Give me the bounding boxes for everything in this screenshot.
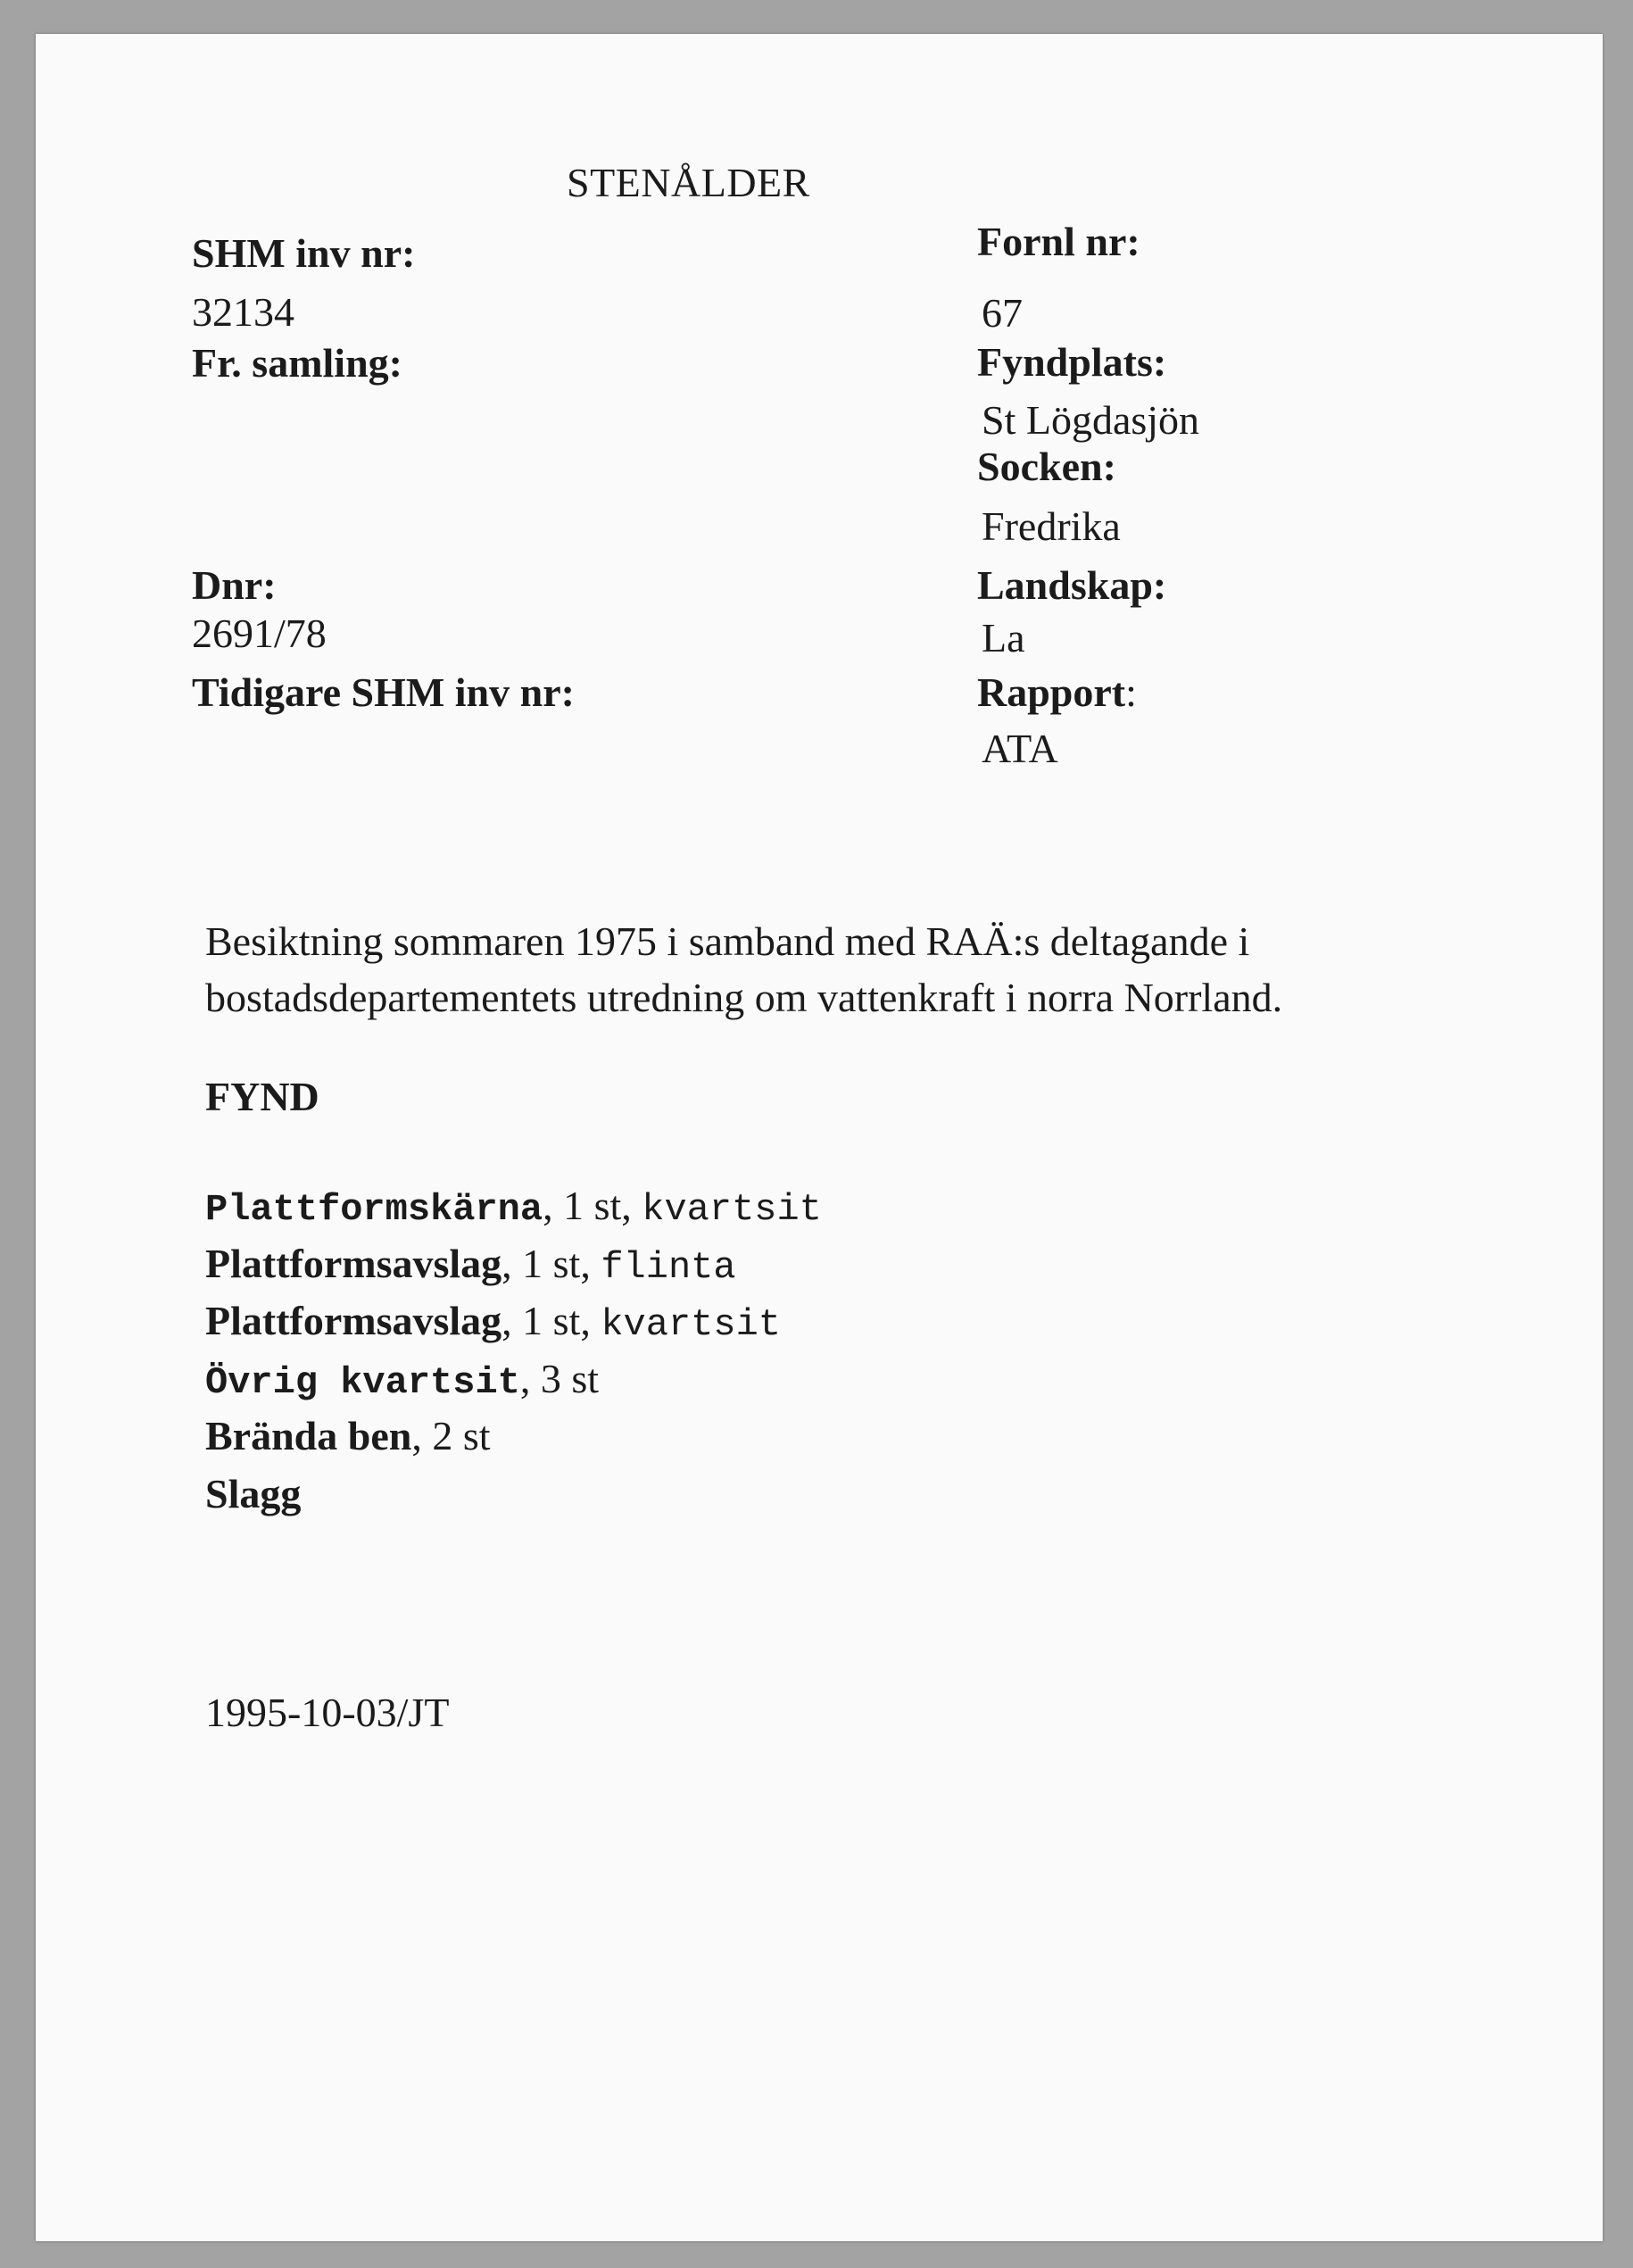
- fornl-label: Fornl nr:: [977, 219, 1140, 264]
- landskap-label: Landskap:: [977, 562, 1167, 608]
- fyndplats-label: Fyndplats:: [977, 339, 1167, 385]
- shm-inv-value: 32134: [192, 289, 294, 335]
- rapport-colon: :: [1125, 669, 1137, 715]
- fynd-heading: FYND: [205, 1074, 319, 1119]
- fynd-item: [205, 1300, 822, 1358]
- fynd-item-name: Slagg: [205, 1470, 302, 1516]
- fynd-item-name: Plattformsavslag: [205, 1240, 502, 1286]
- tidigare-shm-inv-label: Tidigare SHM inv nr:: [192, 669, 575, 715]
- document-page: [36, 34, 1603, 2241]
- fynd-item-count: , 3 st: [519, 1355, 600, 1401]
- rapport-value: ATA: [982, 726, 1058, 771]
- rapport-label: [977, 669, 1137, 715]
- date-signature: 1995-10-03/JT: [205, 1690, 450, 1735]
- fynd-item-material: kvartsit: [642, 1188, 822, 1231]
- shm-inv-label: SHM inv nr:: [192, 230, 416, 276]
- fynd-item-name: Plattformskärna: [205, 1188, 543, 1231]
- fynd-item: [205, 1185, 822, 1243]
- rapport-label-text: Rapport: [977, 669, 1126, 715]
- description-paragraph: [205, 913, 1455, 1026]
- fynd-item-name: Plattformsavslag: [205, 1298, 502, 1343]
- page-title: STENÅLDER: [567, 160, 810, 205]
- socken-label: Socken:: [977, 444, 1116, 489]
- fynd-item-count: , 1 st,: [502, 1298, 601, 1343]
- fynd-item-name: Brända ben: [205, 1413, 412, 1458]
- fynd-list: [205, 1185, 822, 1531]
- fynd-item-count: , 1 st,: [502, 1240, 601, 1286]
- fr-samling-label: Fr. samling:: [192, 340, 402, 386]
- fynd-item: [205, 1355, 822, 1416]
- fynd-item: [205, 1240, 822, 1301]
- description-line-1: Besiktning sommaren 1975 i samband med RAÄ:s deltagande i: [205, 918, 1250, 964]
- fynd-item: [205, 1413, 822, 1474]
- fynd-item: [205, 1470, 822, 1532]
- socken-value: Fredrika: [982, 503, 1121, 549]
- fyndplats-value: St Lögdasjön: [982, 397, 1200, 443]
- dnr-label: Dnr:: [192, 562, 277, 608]
- fynd-item-material: kvartsit: [601, 1303, 781, 1346]
- fynd-item-count: , 1 st,: [543, 1183, 642, 1228]
- fynd-item-material: flinta: [601, 1245, 736, 1289]
- landskap-value: La: [982, 615, 1025, 660]
- fynd-item-name: Övrig kvartsit: [205, 1360, 520, 1404]
- dnr-value: 2691/78: [192, 611, 327, 656]
- description-line-2: bostadsdepartementets utredning om vattenkraft i norra Norrland.: [205, 975, 1283, 1020]
- fornl-value: 67: [982, 290, 1023, 336]
- fynd-item-count: , 2 st: [411, 1413, 491, 1458]
